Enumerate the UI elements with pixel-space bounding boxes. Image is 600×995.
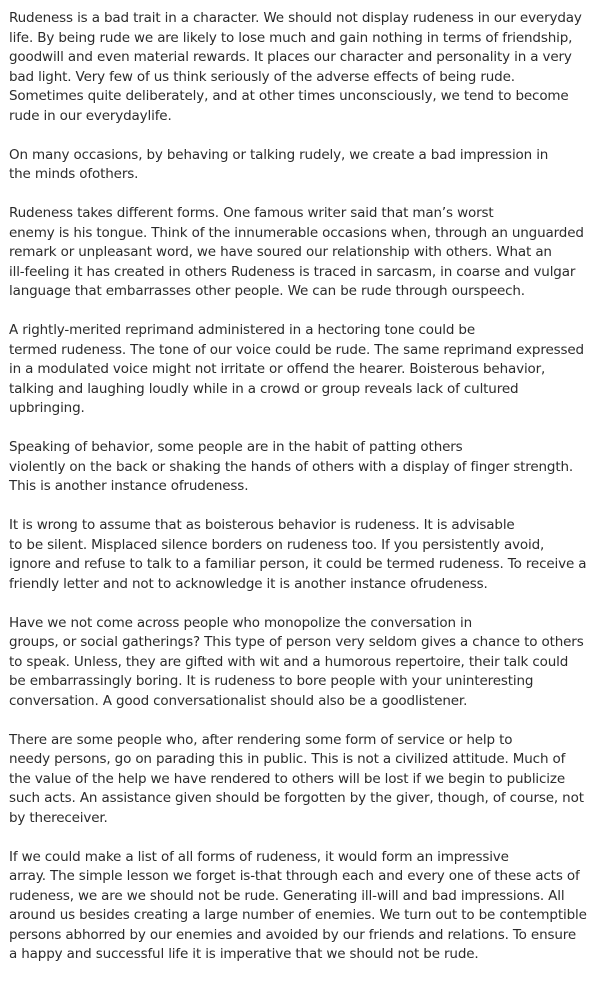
text-line: conversation. A good conversationalist should also be a goodlistener. [9, 692, 468, 709]
text-line: rude in our everydaylife. [9, 107, 172, 124]
text-line: to be silent. Misplaced silence borders on rudeness too. If you persistently avoid, [9, 536, 545, 553]
text-line: language that embarrasses other people. We can be rude through ourspeech. [9, 283, 525, 299]
text-line: bad light. Very few of us think seriously of the adverse effects of being rude. [9, 68, 515, 85]
paragraph [9, 9, 593, 126]
text-line: upbringing. [9, 400, 85, 416]
paragraph [9, 146, 593, 185]
paragraph [9, 438, 593, 497]
paragraph [9, 204, 593, 302]
text-line: ignore and refuse to talk to a familiar person, it could be termed rudeness. To receive a [9, 556, 587, 572]
text-line: There are some people who, after rendering some form of service or help to [9, 731, 513, 748]
text-line: by thereceiver. [9, 809, 108, 826]
text-line: If we could make a list of all forms of rudeness, it would form an impressive [9, 848, 509, 865]
paragraph [9, 614, 593, 712]
text-line: Speaking of behavior, some people are in the habit of patting others [9, 439, 463, 455]
text-line: Have we not come across people who monopolize the conversation in [9, 614, 473, 631]
text-line: be embarrassingly boring. It is rudeness to bore people with your uninteresting [9, 673, 534, 689]
text-line: friendly letter and not to acknowledge it is another instance ofrudeness. [9, 575, 488, 592]
text-line: talking and laughing loudly while in a crowd or group reveals lack of cultured [9, 380, 519, 397]
paragraph [9, 516, 593, 594]
text-line: A rightly-merited reprimand administered in a hectoring tone could be [9, 322, 476, 338]
paragraph [9, 321, 593, 419]
document-body [9, 9, 593, 984]
text-line: Sometimes quite deliberately, and at other times unconsciously, we tend to become [9, 88, 569, 104]
text-line: life. By being rude we are likely to lose much and gain nothing in terms of friendship, [9, 29, 573, 46]
text-line: needy persons, go on parading this in public. This is not a civilized attitude. Much of [9, 751, 566, 767]
text-line: the value of the help we have rendered to others will be lost if we begin to publicize [9, 770, 565, 787]
text-line: termed rudeness. The tone of our voice could be rude. The same reprimand expressed [9, 341, 584, 358]
text-line: remark or unpleasant word, we have soured our relationship with others. What an [9, 244, 552, 260]
text-line: rudeness, we are we should not be rude. Generating ill-will and bad impressions. All [9, 887, 565, 904]
text-line: enemy is his tongue. Think of the innumerable occasions when, through an unguarded [9, 224, 584, 241]
text-line: array. The simple lesson we forget is-that through each and every one of these acts of [9, 868, 580, 884]
text-line: around us besides creating a large number of enemies. We turn out to be contemptible [9, 907, 587, 923]
text-line: On many occasions, by behaving or talking rudely, we create a bad impression in [9, 146, 549, 163]
text-line: in a modulated voice might not irritate or offend the hearer. Boisterous behavior, [9, 361, 546, 377]
text-line: It is wrong to assume that as boisterous behavior is rudeness. It is advisable [9, 517, 515, 533]
text-line: This is another instance ofrudeness. [9, 478, 249, 494]
text-line: ill-feeling it has created in others Rudeness is traced in sarcasm, in coarse and vulgar [9, 263, 576, 280]
text-line: Rudeness takes different forms. One famous writer said that man’s worst [9, 205, 494, 221]
text-line: the minds ofothers. [9, 166, 139, 182]
text-line: to speak. Unless, they are gifted with wit and a humorous repertoire, their talk could [9, 653, 569, 670]
text-line: persons abhorred by our enemies and avoided by our friends and relations. To ensure [9, 926, 577, 943]
text-line: Rudeness is a bad trait in a character. We should not display rudeness in our everyday [9, 10, 582, 26]
text-line: groups, or social gatherings? This type of person very seldom gives a chance to others [9, 634, 584, 650]
text-line: goodwill and even material rewards. It places our character and personality in a very [9, 49, 572, 65]
paragraph [9, 731, 593, 829]
text-line: a happy and successful life it is imperative that we should not be rude. [9, 946, 479, 962]
text-line: violently on the back or shaking the hands of others with a display of finger strength. [9, 458, 574, 475]
text-line: such acts. An assistance given should be forgotten by the giver, though, of course, not [9, 790, 584, 806]
paragraph [9, 848, 593, 965]
